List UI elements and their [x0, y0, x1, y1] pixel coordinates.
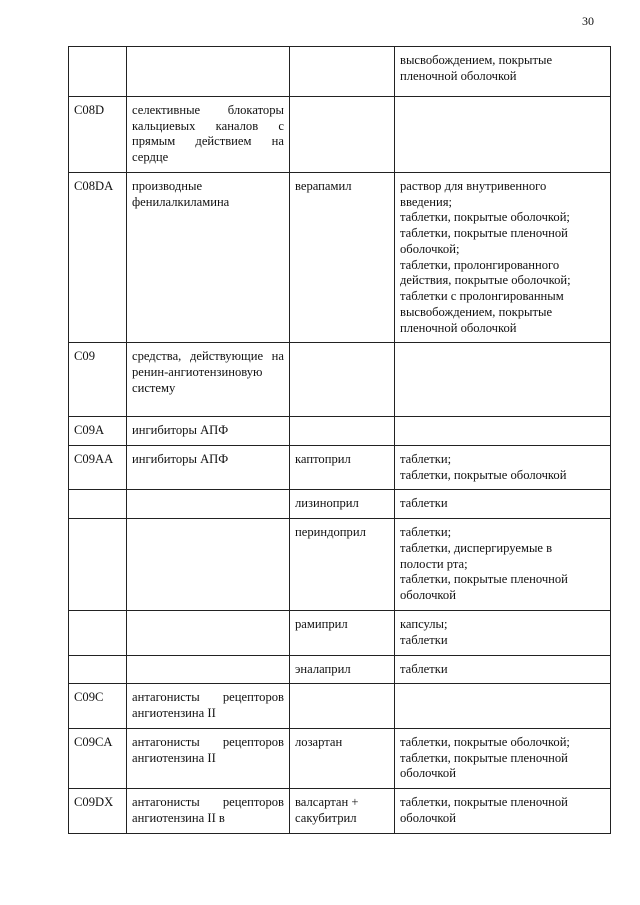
table-row — [69, 728, 611, 788]
group-name-cell — [127, 655, 290, 684]
group-name-cell — [127, 519, 290, 611]
dosage-form-cell — [395, 417, 611, 446]
drug-name-cell: эналаприл — [290, 655, 395, 684]
drug-name-cell — [290, 97, 395, 173]
dosage-form-cell: высвобождением, покрытые пленочной оболочкой — [395, 47, 611, 97]
drug-name-cell: валсартан + сакубитрил — [290, 789, 395, 834]
drug-name-cell: рамиприл — [290, 611, 395, 655]
atc-code-cell — [69, 655, 127, 684]
table-row — [69, 655, 611, 684]
drug-name-cell: лозартан — [290, 728, 395, 788]
atc-code-cell — [69, 519, 127, 611]
dosage-form-cell — [395, 684, 611, 728]
atc-code-cell: C09CA — [69, 728, 127, 788]
group-name-cell: антагонисты рецепторов ангиотензина II — [127, 728, 290, 788]
atc-code-cell: C09DX — [69, 789, 127, 834]
table-row — [69, 417, 611, 446]
group-name-cell: производные фенилалкиламина — [127, 172, 290, 342]
table-row — [69, 446, 611, 490]
atc-code-cell: C09C — [69, 684, 127, 728]
drug-name-cell: верапамил — [290, 172, 395, 342]
drug-name-cell: лизиноприл — [290, 490, 395, 519]
group-name-cell — [127, 611, 290, 655]
table-row — [69, 684, 611, 728]
atc-code-cell: C09 — [69, 343, 127, 417]
dosage-form-cell: таблетки; таблетки, покрытые оболочкой — [395, 446, 611, 490]
group-name-cell: антагонисты рецепторов ангиотензина II в — [127, 789, 290, 834]
group-name-cell: ингибиторы АПФ — [127, 446, 290, 490]
page-number: 30 — [582, 14, 594, 28]
group-name-cell: ингибиторы АПФ — [127, 417, 290, 446]
table-row — [69, 519, 611, 611]
dosage-form-cell: раствор для внутривенного введения; таблетки, покрытые оболочкой; таблетки, покрытые пленочной оболочкой; таблетки, пролонгированного действия, покрытые оболочкой; таблетки с пролонгированным высвобождением, покрытые пленочной оболочкой — [395, 172, 611, 342]
dosage-form-cell: капсулы; таблетки — [395, 611, 611, 655]
table-row — [69, 789, 611, 834]
drug-name-cell: каптоприл — [290, 446, 395, 490]
table-row — [69, 490, 611, 519]
table-row — [69, 343, 611, 417]
table-row — [69, 97, 611, 173]
drug-name-cell — [290, 343, 395, 417]
drug-name-cell — [290, 684, 395, 728]
dosage-form-cell: таблетки, покрытые пленочной оболочкой — [395, 789, 611, 834]
atc-code-cell: C09AA — [69, 446, 127, 490]
atc-code-cell — [69, 47, 127, 97]
group-name-cell: средства, действующие на ренин-ангиотензиновую систему — [127, 343, 290, 417]
dosage-form-cell: таблетки — [395, 655, 611, 684]
table-row — [69, 611, 611, 655]
table-row — [69, 47, 611, 97]
group-name-cell — [127, 490, 290, 519]
atc-code-cell — [69, 611, 127, 655]
atc-code-cell: C09A — [69, 417, 127, 446]
dosage-form-cell: таблетки, покрытые оболочкой; таблетки, покрытые пленочной оболочкой — [395, 728, 611, 788]
drug-name-cell — [290, 47, 395, 97]
dosage-form-cell — [395, 343, 611, 417]
dosage-form-cell: таблетки; таблетки, диспергируемые в полости рта; таблетки, покрытые пленочной оболочкой — [395, 519, 611, 611]
drug-name-cell: периндоприл — [290, 519, 395, 611]
group-name-cell: селективные блокаторы кальциевых каналов с прямым действием на сердце — [127, 97, 290, 173]
atc-code-cell: C08DA — [69, 172, 127, 342]
group-name-cell: антагонисты рецепторов ангиотензина II — [127, 684, 290, 728]
dosage-form-cell: таблетки — [395, 490, 611, 519]
drug-classification-table — [68, 46, 611, 834]
dosage-form-cell — [395, 97, 611, 173]
table-row — [69, 172, 611, 342]
atc-code-cell — [69, 490, 127, 519]
group-name-cell — [127, 47, 290, 97]
drug-name-cell — [290, 417, 395, 446]
atc-code-cell: C08D — [69, 97, 127, 173]
